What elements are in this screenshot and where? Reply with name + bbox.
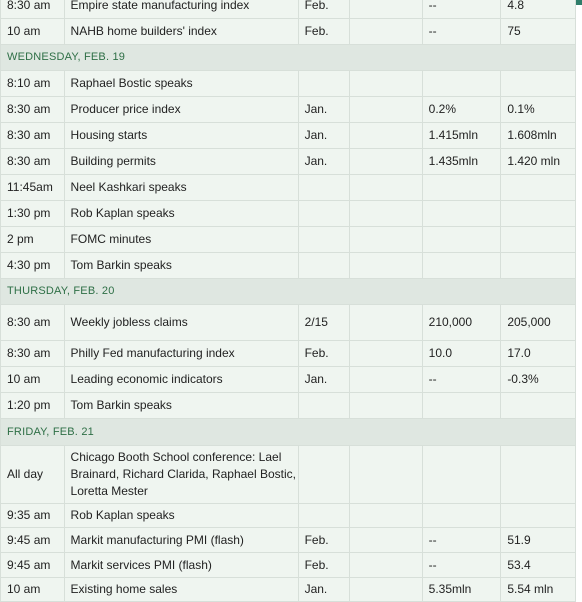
event-actual [350,341,423,367]
event-row [1,341,576,367]
day-section-row [1,279,576,305]
event-period: Jan. [298,149,349,175]
event-previous [501,201,576,227]
event-forecast: -- [422,367,501,393]
event-actual [350,227,423,253]
event-previous: -0.3% [501,367,576,393]
event-name: Markit services PMI (flash) [64,553,298,578]
event-actual [350,578,423,602]
event-time: 10 am [1,578,65,602]
event-period: Feb. [298,341,349,367]
event-time: 8:30 am [1,123,65,149]
event-name: Leading economic indicators [64,367,298,393]
event-time: 9:45 am [1,553,65,578]
event-name: NAHB home builders' index [64,19,298,45]
event-previous: 1.420 mln [501,149,576,175]
event-previous [501,393,576,419]
event-name: Weekly jobless claims [64,305,298,341]
event-period [298,393,349,419]
event-previous [501,175,576,201]
event-row [1,0,576,19]
event-forecast [422,446,501,504]
event-row [1,393,576,419]
event-time: 10 am [1,367,65,393]
event-forecast [422,175,501,201]
event-forecast [422,393,501,419]
event-name: Rob Kaplan speaks [64,201,298,227]
event-period: Feb. [298,553,349,578]
event-period [298,446,349,504]
event-previous [501,504,576,528]
event-name: Producer price index [64,97,298,123]
event-previous: 205,000 [501,305,576,341]
event-time: 11:45am [1,175,65,201]
event-row [1,305,576,341]
event-name: Housing starts [64,123,298,149]
event-time: 8:30 am [1,305,65,341]
event-previous: 17.0 [501,341,576,367]
day-heading: WEDNESDAY, FEB. 19 [1,45,576,71]
event-previous: 1.608mln [501,123,576,149]
event-time: 8:30 am [1,97,65,123]
event-forecast: -- [422,528,501,553]
event-row [1,367,576,393]
event-time: 9:35 am [1,504,65,528]
event-previous [501,71,576,97]
event-period: Jan. [298,97,349,123]
event-actual [350,446,423,504]
event-actual [350,367,423,393]
event-forecast: 210,000 [422,305,501,341]
event-period [298,253,349,279]
event-previous: 53.4 [501,553,576,578]
event-row [1,504,576,528]
event-time: 9:45 am [1,528,65,553]
event-period: Feb. [298,19,349,45]
event-actual [350,123,423,149]
event-period: Feb. [298,528,349,553]
event-previous [501,446,576,504]
event-forecast: 0.2% [422,97,501,123]
event-actual [350,19,423,45]
event-time: 4:30 pm [1,253,65,279]
event-actual [350,175,423,201]
event-name: Tom Barkin speaks [64,393,298,419]
calendar-body [1,0,576,602]
event-forecast: 10.0 [422,341,501,367]
event-row [1,227,576,253]
event-time: 2 pm [1,227,65,253]
event-forecast: 1.435mln [422,149,501,175]
event-actual [350,97,423,123]
event-forecast [422,71,501,97]
day-heading: THURSDAY, FEB. 20 [1,279,576,305]
event-name: Existing home sales [64,578,298,602]
event-actual [350,253,423,279]
event-period: Feb. [298,0,349,19]
event-name: Rob Kaplan speaks [64,504,298,528]
event-row [1,201,576,227]
event-forecast: 5.35mln [422,578,501,602]
event-actual [350,0,423,19]
event-period [298,175,349,201]
event-row [1,19,576,45]
day-section-row [1,419,576,446]
event-time: 8:10 am [1,71,65,97]
event-period: 2/15 [298,305,349,341]
event-forecast [422,504,501,528]
event-row [1,253,576,279]
event-previous [501,253,576,279]
event-row [1,123,576,149]
event-forecast: -- [422,0,501,19]
event-forecast [422,201,501,227]
event-forecast [422,227,501,253]
event-time: 1:30 pm [1,201,65,227]
event-period [298,227,349,253]
event-time: All day [1,446,65,504]
event-name: Neel Kashkari speaks [64,175,298,201]
event-name: FOMC minutes [64,227,298,253]
event-row [1,528,576,553]
event-row [1,553,576,578]
event-name: Building permits [64,149,298,175]
event-row [1,71,576,97]
event-actual [350,201,423,227]
day-heading: FRIDAY, FEB. 21 [1,419,576,446]
event-period: Jan. [298,578,349,602]
event-previous [501,227,576,253]
event-period: Jan. [298,123,349,149]
event-row [1,446,576,504]
event-row [1,175,576,201]
event-forecast [422,253,501,279]
event-period [298,504,349,528]
event-row [1,578,576,602]
event-name: Tom Barkin speaks [64,253,298,279]
event-period: Jan. [298,367,349,393]
day-section-row [1,45,576,71]
event-previous: 5.54 mln [501,578,576,602]
event-actual [350,149,423,175]
event-actual [350,553,423,578]
event-forecast: 1.415mln [422,123,501,149]
event-name: Empire state manufacturing index [64,0,298,19]
event-name: Raphael Bostic speaks [64,71,298,97]
event-time: 8:30 am [1,341,65,367]
event-time: 1:20 pm [1,393,65,419]
event-time: 8:30 am [1,149,65,175]
event-time: 10 am [1,19,65,45]
event-period [298,71,349,97]
event-previous: 0.1% [501,97,576,123]
event-actual [350,71,423,97]
event-forecast: -- [422,19,501,45]
event-name: Philly Fed manufacturing index [64,341,298,367]
event-previous: 4.8 [501,0,576,19]
event-time: 8:30 am [1,0,65,19]
event-forecast: -- [422,553,501,578]
event-actual [350,305,423,341]
event-actual [350,504,423,528]
event-previous: 51.9 [501,528,576,553]
event-period [298,201,349,227]
event-actual [350,528,423,553]
event-name: Chicago Booth School conference: Lael Brainard, Richard Clarida, Raphael Bostic, Loretta Mester [64,446,298,504]
event-actual [350,393,423,419]
event-row [1,149,576,175]
event-name: Markit manufacturing PMI (flash) [64,528,298,553]
event-previous: 75 [501,19,576,45]
event-row [1,97,576,123]
